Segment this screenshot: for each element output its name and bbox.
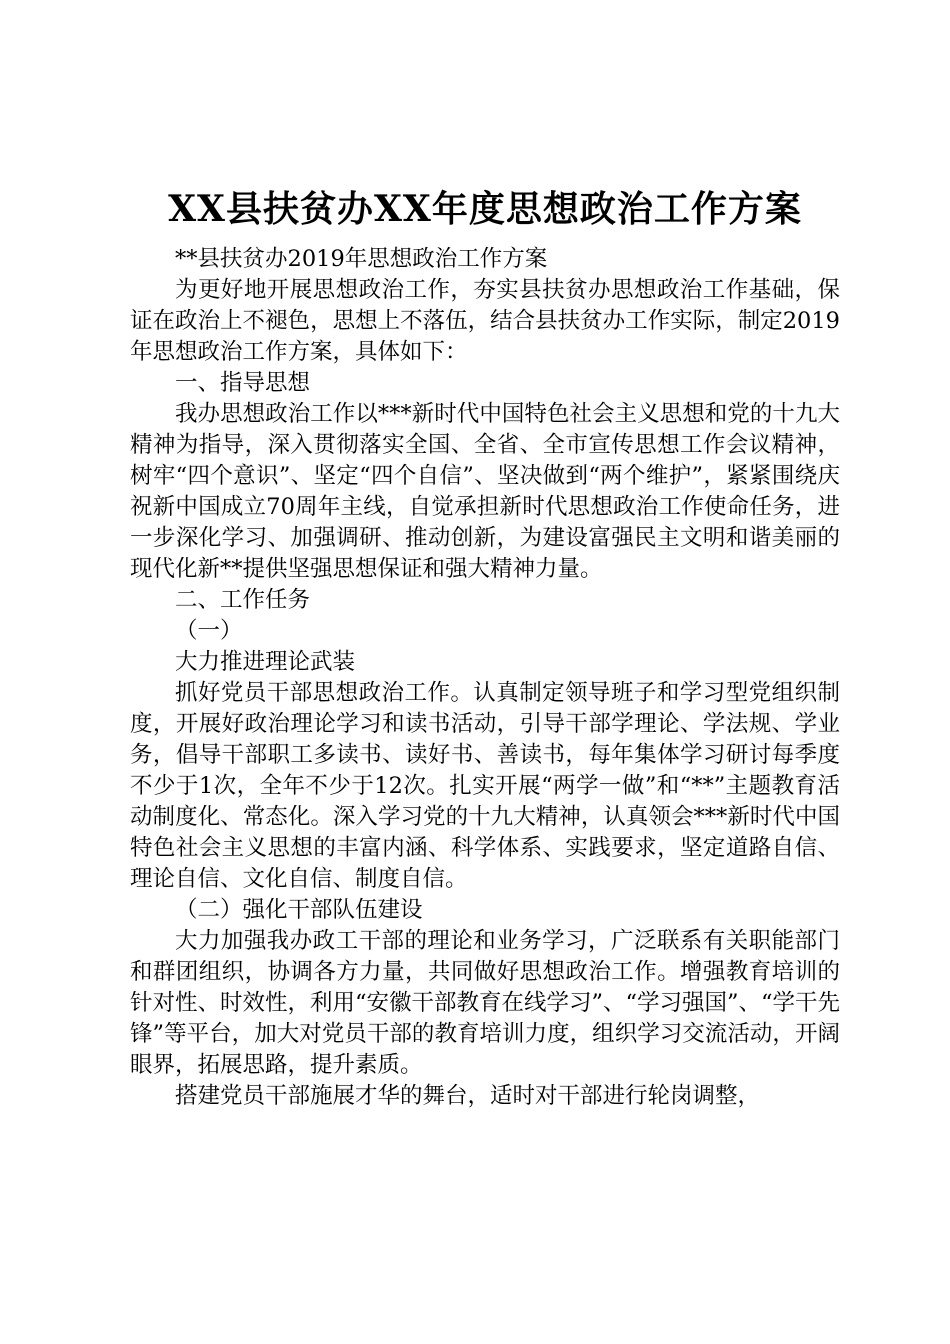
document-page xyxy=(130,182,840,1112)
subsection-heading-theory: 大力推进理论武装 xyxy=(175,649,356,675)
document-title: XX县扶贫办XX年度思想政治工作方案 xyxy=(168,188,802,230)
stage-paragraph: 搭建党员干部施展才华的舞台，适时对干部进行轮岗调整， xyxy=(175,1083,761,1109)
theory-paragraph: 抓好党员干部思想政治工作。认真制定领导班子和学习型党组织制度，开展好政治理论学习和读书活动，引导干部学理论、学法规、学业务，倡导干部职工多读书、读好书、善读书，每年集体学习研讨每季度不少于1次，全年不少于12次。扎实开展“两学一做”和“**”主题教育活动制度化、常态化。深入学习党的十九大精神，认真领会***新时代中国特色社会主义思想的丰富内涵、科学体系、实践要求，坚定道路自信、理论自信、文化自信、制度自信。 xyxy=(130,680,840,892)
doc-subtitle: **县扶贫办2019年思想政治工作方案 xyxy=(175,246,548,272)
guiding-thought-paragraph: 我办思想政治工作以***新时代中国特色社会主义思想和党的十九大精神为指导，深入贯彻落实全国、全省、全市宣传思想工作会议精神，树牢“四个意识”、坚定“四个自信”、坚决做到“两个维护”，紧紧围绕庆祝新中国成立70周年主线，自觉承担新时代思想政治工作使命任务，进一步深化学习、加强调研、推动创新，为建设富强民主文明和谐美丽的现代化新**提供坚强思想保证和强大精神力量。 xyxy=(130,401,840,582)
section-heading-tasks: 二、工作任务 xyxy=(175,587,311,613)
intro-paragraph: 为更好地开展思想政治工作，夯实县扶贫办思想政治工作基础，保证在政治上不褪色，思想上不落伍，结合县扶贫办工作实际，制定2019年思想政治工作方案，具体如下： xyxy=(130,277,840,365)
team-paragraph: 大力加强我办政工干部的理论和业务学习，广泛联系有关职能部门和群团组织，协调各方力量，共同做好思想政治工作。增强教育培训的针对性、时效性，利用“安徽干部教育在线学习”、“学习强国”、“学干先锋”等平台，加大对党员干部的教育培训力度，组织学习交流活动，开阔眼界，拓展思路，提升素质。 xyxy=(130,928,841,1078)
section-heading-guiding-thought: 一、指导思想 xyxy=(175,370,311,396)
subsection-heading-team: （二）强化干部队伍建设 xyxy=(175,897,423,923)
subsection-number-1: （一） xyxy=(175,618,243,644)
